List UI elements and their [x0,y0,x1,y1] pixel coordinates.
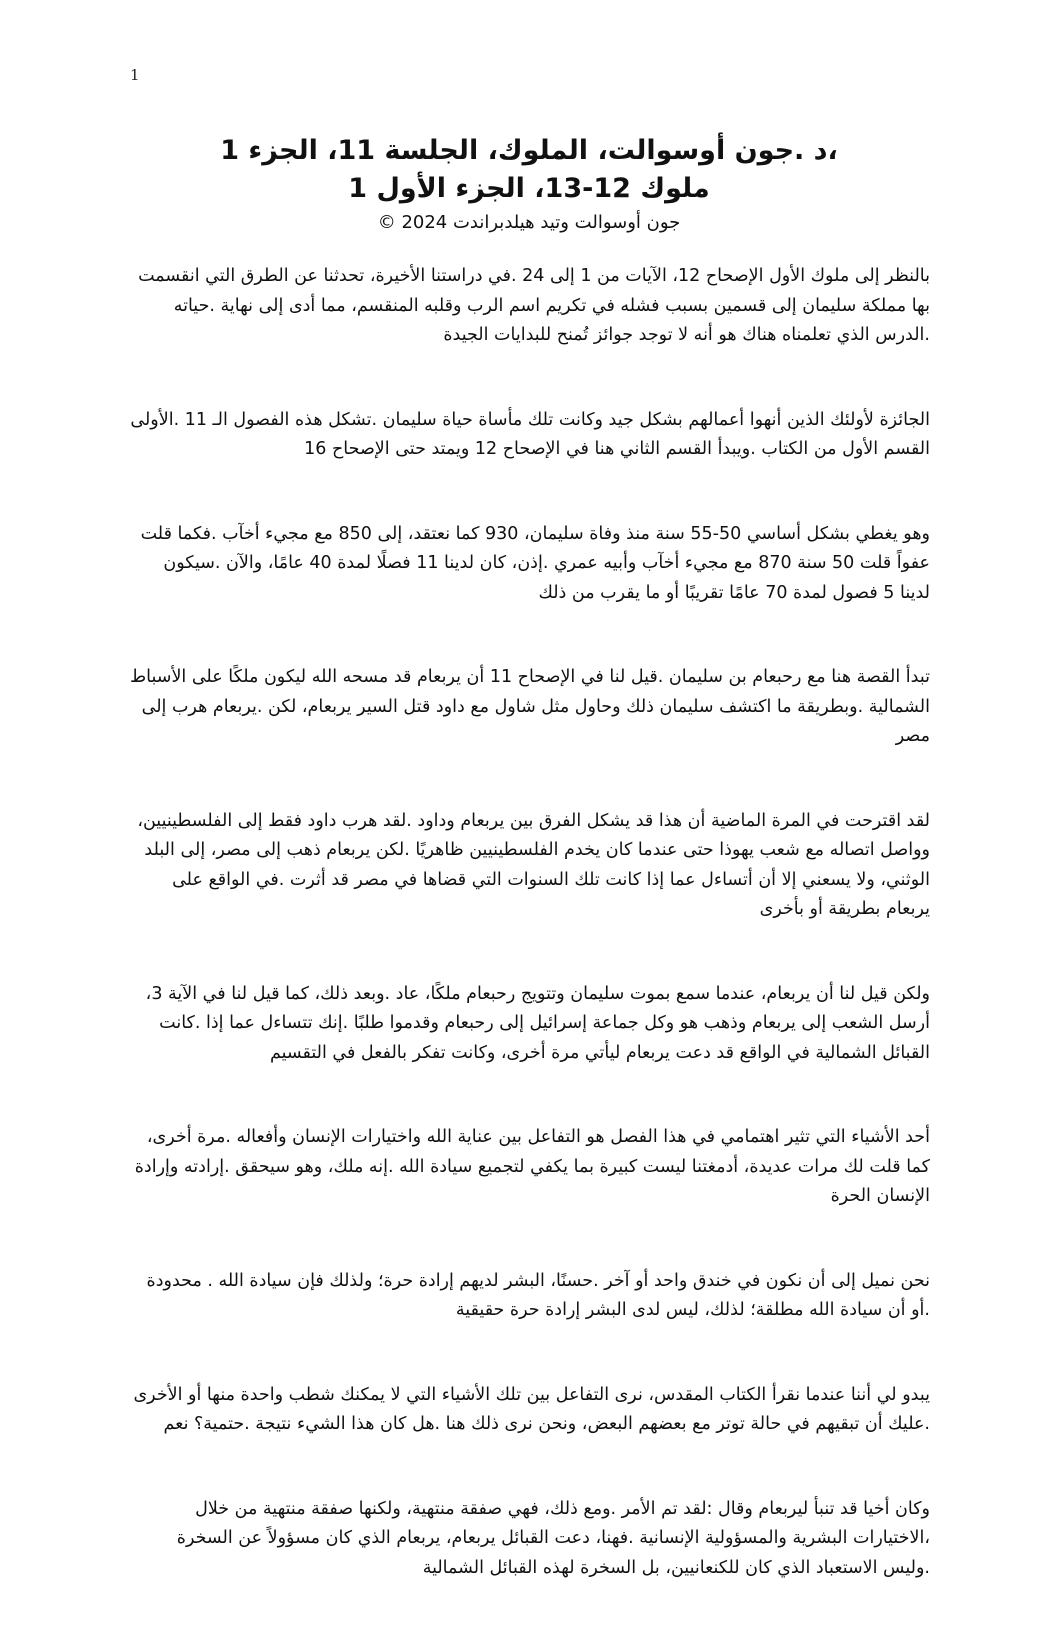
document-title-line-2: ملوك 12-13، الجزء الأول 1 [348,173,710,204]
paragraph-7: أحد الأشياء التي تثير اهتمامي في هذا الفصل هو التفاعل بين عناية الله واختيارات الإنسان وأفعاله .مرة أخرى، كما قلت لك مرات عديدة، أدمغتنا ليست كبيرة بما يكفي لتجميع سيادة الله .إنه ملك، وهو سيحقق .إرادته وإرادة الإنسان الحرة [134,1127,930,1206]
paragraph-8: نحن نميل إلى أن نكون في خندق واحد أو آخر .حسنًا، البشر لديهم إرادة حرة؛ ولذلك فإن سيادة الله . محدودة .أو أن سيادة الله مطلقة؛ لذلك، ليس لدى البشر إرادة حرة حقيقية [146,1270,930,1320]
paragraph-4: تبدأ القصة هنا مع رحبعام بن سليمان .قيل لنا في الإصحاح 11 أن يربعام قد مسحه الله ليكون ملكًا على الأسباط الشمالية .وبطريقة ما اكتشف سليمان ذلك وحاول مثل شاول مع داود قتل السير يربعام، لكن .يربعام هرب إلى مصر [129,667,930,746]
paragraph-3: وهو يغطي بشكل أساسي 50-55 سنة منذ وفاة سليمان، 930 كما نعتقد، إلى 850 مع مجيء أخآب .فكما قلت عفواً قلت 50 سنة 870 مع مجيء أخآب وأبيه عمري .إذن، كان لدينا 11 فصلًا لمدة 40 عامًا، والآن .سيكون لدينا 5 فصول لمدة 70 عامًا تقريبًا أو ما يقرب من ذلك [140,523,930,603]
paragraph-2: الجائزة لأولئك الذين أنهوا أعمالهم بشكل جيد وكانت تلك مأساة حياة سليمان .تشكل هذه الفصول الـ 11 .الأولى القسم الأول من الكتاب .ويبدأ القسم الثاني هنا في الإصحاح 12 ويمتد حتى الإصحاح 16 [130,409,930,459]
paragraph-10: وكان أخيا قد تنبأ ليربعام وقال :لقد تم الأمر .ومع ذلك، فهي صفقة منتهية، ولكنها صفقة منتهية من خلال ،الاختيارات البشرية والمسؤولية الإنسانية .فهنا، دعت القبائل يربعام، يربعام الذي كان مسؤولاً عن السخرة .وليس الاستعباد الذي كان للكنعانيين، بل السخرة لهذه القبائل الشمالية [176,1498,930,1578]
page-number: 1 [130,66,140,84]
copyright-line: جون أوسوالت وتيد هيلدبراندت 2024 © [377,212,681,233]
document-body [130,262,930,1638]
paragraph-1: بالنظر إلى ملوك الأول الإصحاح 12، الآيات من 1 إلى 24 .في دراستنا الأخيرة، تحدثنا عن الطرق التي انقسمت بها مملكة سليمان إلى قسمين بسبب فشله في تكريم اسم الرب وقلبه المنقسم، مما أدى إلى نهاية .حياته .الدرس الذي تعلمناه هناك هو أنه لا توجد جوائز تُمنح للبدايات الجيدة [138,266,930,345]
paragraph-9: يبدو لي أننا عندما نقرأ الكتاب المقدس، نرى التفاعل بين تلك الأشياء التي لا يمكنك شطب واحدة منها أو الأخرى .عليك أن تبقيهم في حالة توتر مع بعضهم البعض، ونحن نرى ذلك هنا .هل كان هذا الشيء نتيجة .حتمية؟ نعم [133,1384,930,1434]
paragraph-5: لقد اقترحت في المرة الماضية أن هذا قد يشكل الفرق بين يربعام وداود .لقد هرب داود فقط إلى الفلسطينيين، وواصل اتصاله مع شعب يهوذا حتى عندما كان يخدم الفلسطينيين ظاهريًا .لكن يربعام ذهب إلى مصر، إلى البلد الوثني، ولا يسعني إلا أن أتساءل عما إذا كانت تلك السنوات التي قضاها في مصر قد أثرت .في الواقع على يربعام بطريقة أو بأخرى [137,810,930,919]
paragraph-6: ولكن قيل لنا أن يربعام، عندما سمع بموت سليمان وتتويج رحبعام ملكًا، عاد .وبعد ذلك، كما قيل لنا في الآية 3، أرسل الشعب إلى يربعام وذهب هو وكل جماعة إسرائيل إلى رحبعام وقدموا طلبًا .إنك تتساءل عما إذا .كانت القبائل الشمالية في الواقع قد دعت يربعام ليأتي مرة أخرى، وكانت تفكر بالفعل في التقسيم [145,983,930,1063]
document-header [120,132,938,238]
document-title-line-1: ،د .جون أوسوالت، الملوك، الجلسة 11، الجزء 1 [220,135,838,166]
